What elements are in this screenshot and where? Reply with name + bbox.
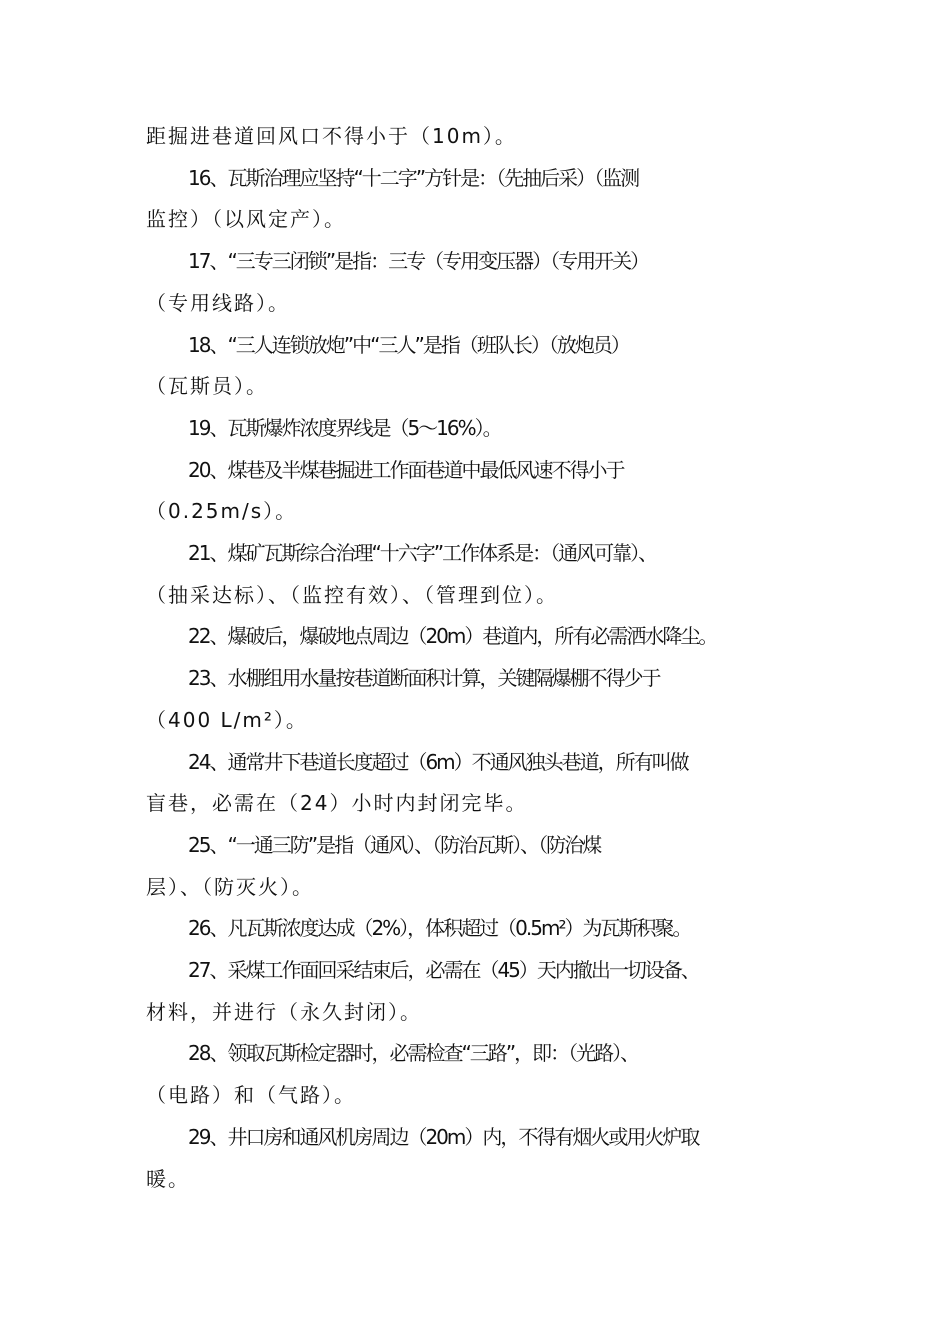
text-line: 16、瓦斯治理应坚持“十二字”方针是：（先抽后采）（监测	[188, 165, 639, 190]
text-line: 材料，并进行（永久封闭）。	[146, 999, 422, 1024]
text-line: （专用线路）。	[146, 290, 290, 315]
text-line: 层）、（防灭火）。	[146, 874, 314, 899]
text-line: （瓦斯员）。	[146, 374, 268, 399]
paragraph	[146, 408, 808, 450]
text-line: 28、领取瓦斯检定器时，必需检查“三路”，即：（光路）、	[188, 1041, 639, 1066]
text-line: 26、凡瓦斯浓度达成（2%），体积超过（0.5m²）为瓦斯积聚。	[188, 916, 691, 941]
text-line: 监控）（以风定产）。	[146, 207, 346, 232]
text-line: 19、瓦斯爆炸浓度界线是（5～16%）。	[188, 415, 501, 440]
text-line: 17、“三专三闭锁”是指：三专（专用变压器）（专用开关）	[188, 249, 649, 274]
paragraph	[146, 950, 808, 1033]
text-line: 27、采煤工作面回采结束后，必需在（45）天内撤出一切设备、	[188, 958, 699, 983]
document-body	[146, 116, 808, 1200]
text-line: 18、“三人连锁放炮”中“三人”是指（班队长）（放炮员）	[188, 332, 629, 357]
paragraph	[146, 533, 808, 616]
paragraph	[146, 616, 808, 658]
text-line: 22、爆破后，爆破地点周边（20m）巷道内，所有必需洒水降尘。	[188, 624, 717, 649]
text-line: 20、煤巷及半煤巷掘进工作面巷道中最低风速不得小于	[188, 457, 624, 482]
text-line: 24、通常井下巷道长度超过（6m）不通风独头巷道，所有叫做	[188, 749, 688, 774]
paragraph	[146, 742, 808, 825]
paragraph	[146, 908, 808, 950]
text-line: 21、煤矿瓦斯综合治理“十六字”工作体系是：（通风可靠）、	[188, 541, 657, 566]
text-line: 暖。	[146, 1166, 190, 1191]
text-line: （电路）和（气路）。	[146, 1083, 356, 1108]
text-line: 23、水棚组用水量按巷道断面积计算，关键隔爆棚不得少于	[188, 666, 660, 691]
text-line: 距掘进巷道回风口不得小于（10m）。	[146, 124, 517, 148]
text-line: （400 L/m²）。	[146, 707, 308, 732]
text-line: （抽采达标）、（监控有效）、（管理到位）。	[146, 582, 558, 607]
paragraph	[146, 116, 808, 158]
paragraph	[146, 825, 808, 908]
text-line: 25、“一通三防”是指（通风）、（防治瓦斯）、（防治煤	[188, 832, 601, 857]
paragraph	[146, 450, 808, 533]
paragraph	[146, 658, 808, 741]
paragraph	[146, 158, 808, 241]
text-line: 29、井口房和通风机房周边（20m）内，不得有烟火或用火炉取	[188, 1124, 699, 1149]
paragraph	[146, 325, 808, 408]
text-line: 盲巷，必需在（24）小时内封闭完毕。	[146, 791, 528, 816]
paragraph	[146, 1117, 808, 1200]
paragraph	[146, 1033, 808, 1116]
paragraph	[146, 241, 808, 324]
text-line: （0.25m/s）。	[146, 499, 298, 524]
